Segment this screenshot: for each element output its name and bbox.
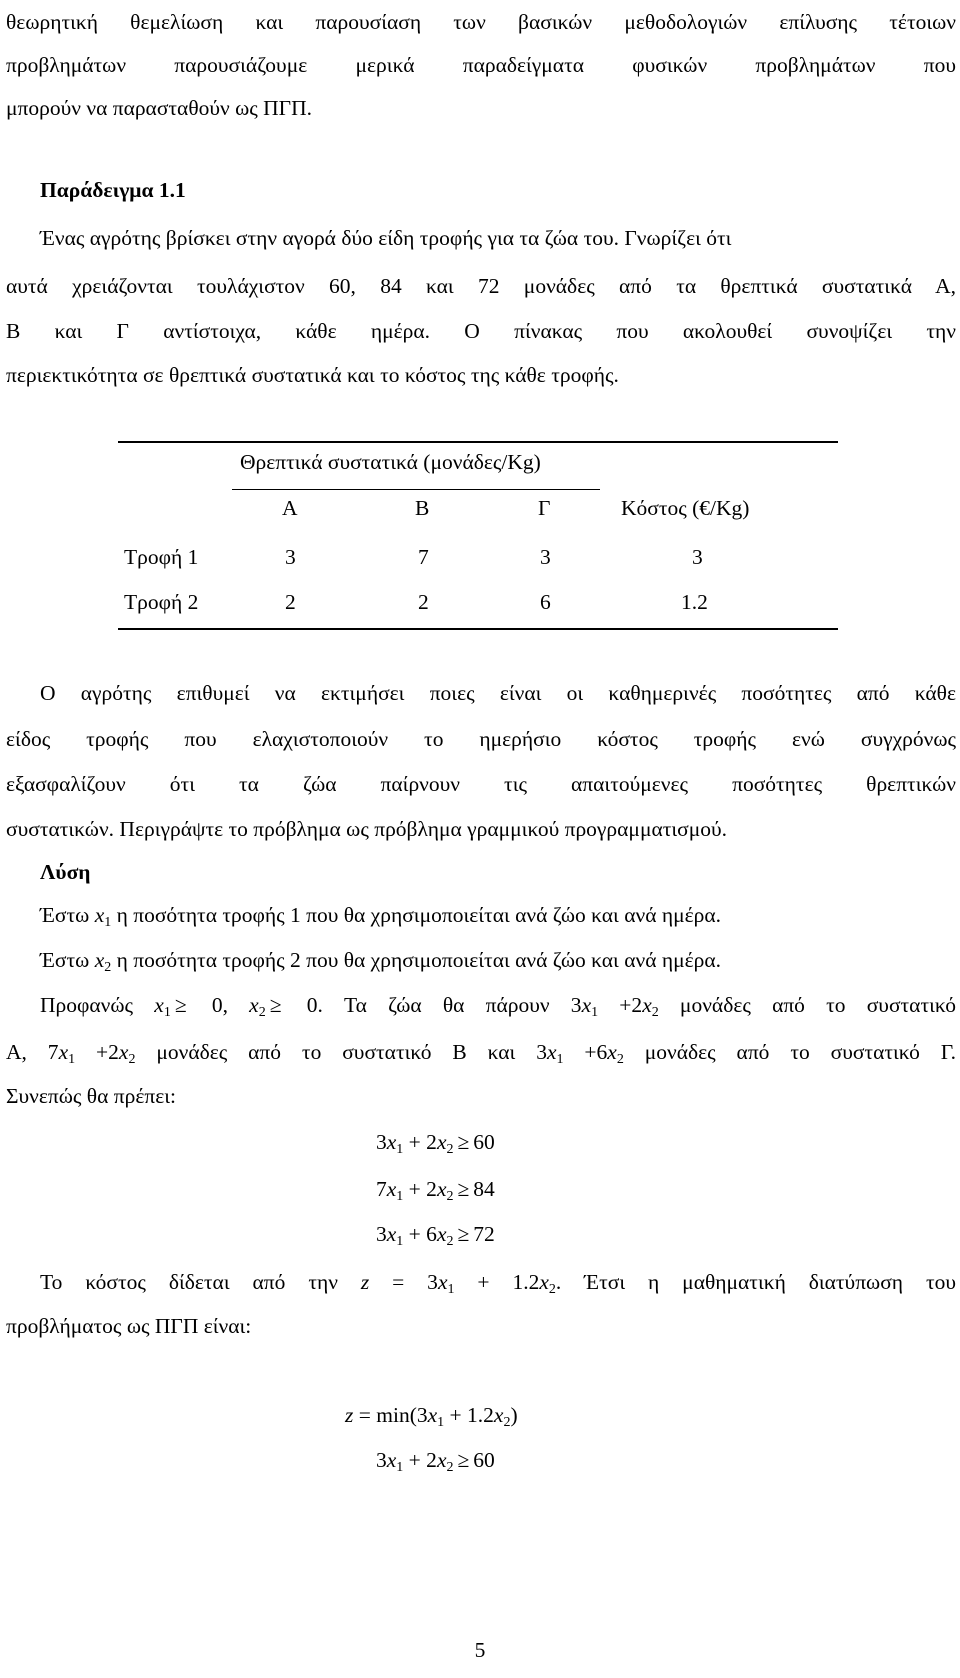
table-bottom-rule: [118, 628, 838, 630]
table-col-b: Β: [415, 496, 430, 520]
table-header-underline: [232, 489, 600, 490]
row-value-c: 6: [540, 590, 551, 614]
task-line-4: συστατικών. Περιγράψτε το πρόβλημα ως πρόβλημα γραμμικού προγραμματισμού.: [6, 817, 728, 841]
row-value-b: 2: [418, 590, 429, 614]
example-title: Παράδειγμα 1.1: [40, 178, 186, 202]
formulation-line: προβλήματος ως ΠΓΠ είναι:: [6, 1314, 252, 1338]
example-line-1: Ένας αγρότης βρίσκει στην αγορά δύο είδη τροφής για τα ζώα του. Γνωρίζει ότι: [40, 226, 732, 250]
row-value-cost: 1.2: [681, 590, 708, 614]
task-line-2: είδος τροφής που ελαχιστοποιούν το ημερήσιο κόστος τροφής ενώ συγχρόνως: [6, 727, 956, 751]
example-line-3: Β και Γ αντίστοιχα, κάθε ημέρα. Ο πίνακας που ακολουθεί συνοψίζει την: [6, 319, 956, 343]
constraint-1: $3x_1 + 2x_2 \ge 60$: [376, 1130, 495, 1157]
table-group-header: Θρεπτικά συστατικά (μονάδες/Kg): [240, 450, 541, 474]
table-top-rule: [118, 441, 838, 443]
constraint-3: $3x_1 + 6x_2 \ge 72$: [376, 1222, 495, 1249]
intro-line-1: θεωρητική θεμελίωση και παρουσίαση των βασικών μεθοδολογιών επίλυσης τέτοιων: [6, 10, 956, 34]
row-label: Τροφή 2: [124, 590, 199, 614]
row-value-b: 7: [418, 545, 429, 569]
row-value-c: 3: [540, 545, 551, 569]
example-line-2: αυτά χρειάζονται τουλάχιστον 60, 84 και 72 μονάδες από τα θρεπτικά συστατικά Α,: [6, 274, 956, 298]
solution-therefore: Συνεπώς θα πρέπει:: [6, 1084, 176, 1108]
task-line-1: Ο αγρότης επιθυμεί να εκτιμήσει ποιες είναι οι καθημερινές ποσότητες από κάθε: [40, 681, 956, 705]
example-line-4: περιεκτικότητα σε θρεπτικά συστατικά και το κόστος της κάθε τροφής.: [6, 363, 619, 387]
row-value-a: 3: [285, 545, 296, 569]
cost-sentence: Το κόστος δίδεται από την $z = 3x_1 + 1.2x_2$. Έτσι η μαθηματική διατύπωση του: [40, 1270, 956, 1297]
constraint-2: $7x_1 + 2x_2 \ge 84$: [376, 1177, 495, 1204]
intro-line-2: προβλημάτων παρουσιάζουμε μερικά παραδείγματα φυσικών προβλημάτων που: [6, 53, 956, 77]
solution-let-x1: Έστω $x_1$ η ποσότητα τροφής 1 που θα χρησιμοποιείται ανά ζώο και ανά ημέρα.: [40, 903, 722, 930]
task-line-3: εξασφαλίζουν ότι τα ζώα παίρνουν τις απαιτούμενες ποσότητες θρεπτικών: [6, 772, 956, 796]
objective-function: $z = \min(3x_1 + 1.2x_2)$: [345, 1403, 518, 1430]
row-value-cost: 3: [692, 545, 703, 569]
row-value-a: 2: [285, 590, 296, 614]
solution-title: Λύση: [40, 860, 91, 884]
row-label: Τροφή 1: [124, 545, 199, 569]
table-col-cost: Κόστος (€/Kg): [621, 496, 750, 520]
table-col-c: Γ: [538, 496, 551, 520]
solution-nutrients: Α, $7x_1 +2x_2$ μονάδες από το συστατικό Β και $3x_1 +6x_2$ μονάδες από το συστατικό Γ.: [6, 1040, 956, 1067]
solution-let-x2: Έστω $x_2$ η ποσότητα τροφής 2 που θα χρησιμοποιείται ανά ζώο και ανά ημέρα.: [40, 948, 722, 975]
model-constraint-1: $3x_1 + 2x_2 \ge 60$: [376, 1448, 495, 1475]
solution-nonnegativity: Προφανώς $x_1 \ge 0$, $x_2 \ge 0$. Τα ζώα θα πάρουν $3x_1 +2x_2$ μονάδες από το συστατικό: [40, 993, 956, 1020]
table-col-a: Α: [282, 496, 298, 520]
page-number: 5: [474, 1638, 486, 1662]
intro-line-3: μπορούν να παρασταθούν ως ΠΓΠ.: [6, 96, 313, 120]
